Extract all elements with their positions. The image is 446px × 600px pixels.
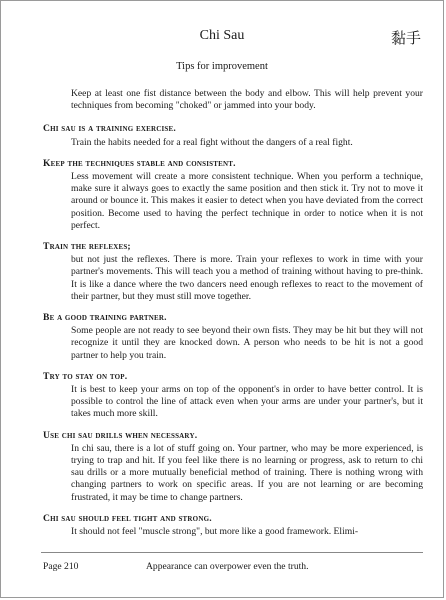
page-title: Chi Sau: [199, 28, 245, 43]
tip-section: [43, 241, 423, 303]
footer-quote: Appearance can overpower even the truth.: [146, 561, 309, 572]
chinese-characters-mark: 黏手: [390, 29, 421, 47]
intro-paragraph: Keep at least one fist distance between the body and elbow. This will help prevent your techniques from becoming "choked" or jammed into your body.: [71, 88, 423, 112]
tip-heading: Keep the techniques stable and consistent.: [43, 157, 236, 169]
tip-body: In chi sau, there is a lot of stuff going on. Your partner, who may be more experienced, is trying to trap and hit. If you feel like there is no learning or progress, ask to return to chi sau drills or a more mutually beneficial method of training. There is nothing wrong with changing partners to work on specific areas. If you are not learning or are becoming frustrated, it may be time to change partners.: [71, 442, 423, 503]
tip-body: Some people are not ready to see beyond their own fists. They may be hit but they will not recognize it until they are knocked down. A person who needs to be hit is not a good partner to help you train.: [71, 325, 423, 361]
section-subtitle: Tips for improvement: [176, 61, 268, 72]
tip-section: [43, 158, 423, 232]
tip-heading: Use chi sau drills when necessary.: [43, 429, 198, 441]
tip-section: [43, 312, 423, 362]
tip-heading: Train the reflexes;: [43, 241, 131, 253]
tip-section: [43, 513, 423, 538]
tip-section: [43, 430, 423, 504]
tip-body: but not just the reflexes. There is more. Train your reflexes to work in time with your partner's movements. This will teach you a method of training without having to pre-think. It is like a dance where the two dancers need enough reflexes to react to the movement of their partner, but they must still move together.: [71, 254, 423, 302]
tip-body: It should not feel "muscle strong", but more like a good framework. Elimi-: [71, 526, 359, 538]
tip-body: Less movement will create a more consistent technique. When you perform a technique, make sure it always goes to exactly the same position and then stick it. Try not to move it around or bounce it. This makes it easier to detect when you have deviated from the correct position. Become used to having the perfect technique in order to notice when it is not perfect.: [71, 171, 423, 231]
tip-section: [43, 123, 423, 148]
page-number: Page 210: [43, 561, 79, 572]
tip-heading: Try to stay on top.: [43, 370, 128, 382]
tip-heading: Be a good training partner.: [43, 312, 167, 324]
tip-section: [43, 371, 423, 421]
tip-heading: Chi sau is a training exercise.: [43, 123, 176, 135]
tip-body: It is best to keep your arms on top of the opponent's in order to have better control. It is possible to control the line of attack even when your arms are under your partner's, but it takes much more skill.: [71, 384, 423, 420]
tip-heading: Chi sau should feel tight and strong.: [43, 512, 212, 524]
content-body: [43, 88, 423, 547]
footer-divider: [41, 552, 423, 553]
tip-body: Train the habits needed for a real fight without the dangers of a real fight.: [71, 136, 353, 148]
